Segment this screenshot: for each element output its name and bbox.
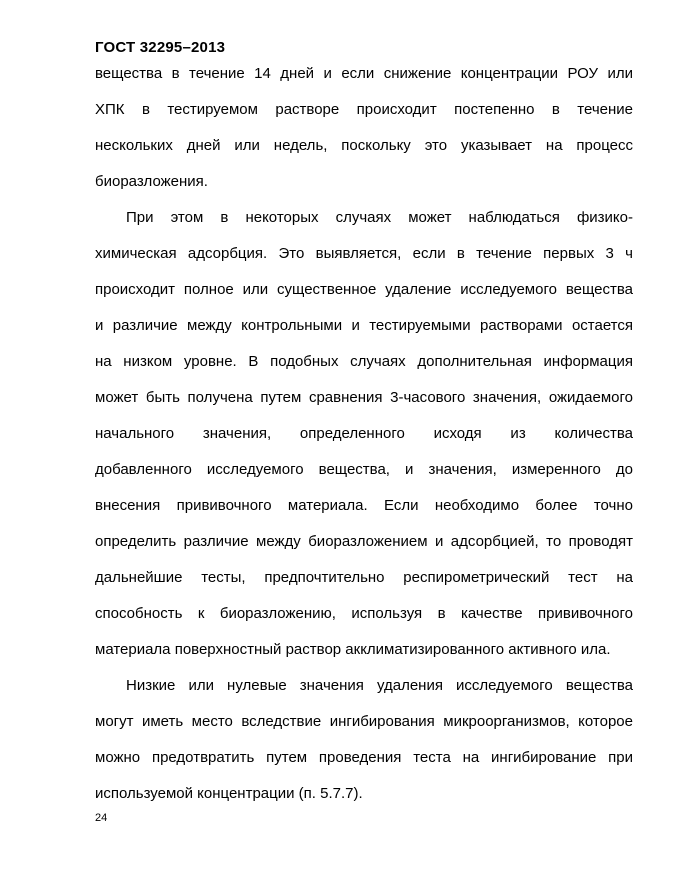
text-line: используемой концентрации (п. 5.7.7). [95,785,363,802]
text-line: биоразложения. [95,173,208,190]
text-line: вещества в течение 14 дней и если снижение концентрации РОУ или [95,65,633,82]
text-line: химическая адсорбция. Это выявляется, если в течение первых 3 ч [95,245,633,262]
text-line: ХПК в тестируемом растворе происходит постепенно в течение [95,101,633,118]
text-line: нескольких дней или недель, поскольку это указывает на процесс [95,137,633,154]
text-line: определить различие между биоразложением и адсорбцией, то проводят [95,533,633,550]
text-line: могут иметь место вследствие ингибирования микроорганизмов, которое [95,713,633,730]
text-line: материала поверхностный раствор акклиматизированного активного ила. [95,641,611,658]
text-line: начального значения, определенного исходя из количества [95,425,633,442]
text-line: и различие между контрольными и тестируемыми растворами остается [95,317,633,334]
text-line: может быть получена путем сравнения 3-часового значения, ожидаемого [95,389,633,406]
text-line: происходит полное или существенное удаление исследуемого вещества [95,281,633,298]
text-line: способность к биоразложению, используя в качестве прививочного [95,605,633,622]
text-line: внесения прививочного материала. Если необходимо более точно [95,497,633,514]
body-text [95,56,633,812]
text-line: При этом в некоторых случаях может наблюдаться физико- [126,209,633,226]
text-line: дальнейшие тесты, предпочтительно респирометрический тест на [95,569,633,586]
text-line: на низком уровне. В подобных случаях дополнительная информация [95,353,633,370]
text-line: добавленного исследуемого вещества, и значения, измеренного до [95,461,633,478]
text-line: можно предотвратить путем проведения теста на ингибирование при [95,749,633,766]
standard-header: ГОСТ 32295–2013 [95,39,226,56]
page-number: 24 [95,812,108,824]
text-line: Низкие или нулевые значения удаления исследуемого вещества [126,677,633,694]
